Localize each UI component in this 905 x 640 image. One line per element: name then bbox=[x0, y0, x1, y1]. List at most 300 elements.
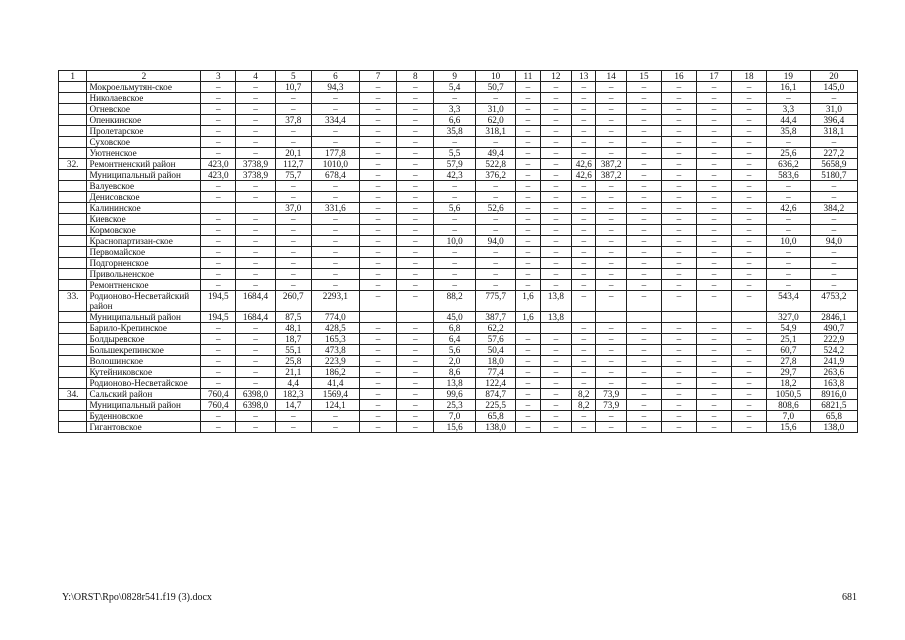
value-cell: 6398,0 bbox=[236, 400, 275, 411]
value-cell: – bbox=[516, 115, 540, 126]
value-cell: – bbox=[516, 148, 540, 159]
value-cell: 75,7 bbox=[275, 170, 311, 181]
value-cell: – bbox=[696, 104, 731, 115]
value-cell: – bbox=[397, 389, 434, 400]
value-cell bbox=[236, 203, 275, 214]
row-number-cell bbox=[59, 126, 87, 137]
value-cell: – bbox=[596, 126, 627, 137]
value-cell bbox=[359, 312, 396, 323]
value-cell: – bbox=[732, 225, 767, 236]
value-cell: 6,8 bbox=[434, 323, 476, 334]
value-cell: – bbox=[516, 214, 540, 225]
value-cell: – bbox=[626, 170, 661, 181]
value-cell: – bbox=[540, 93, 572, 104]
value-cell: – bbox=[475, 258, 515, 269]
value-cell: 194,5 bbox=[201, 291, 236, 312]
value-cell: – bbox=[236, 367, 275, 378]
value-cell: – bbox=[696, 148, 731, 159]
value-cell: – bbox=[359, 345, 396, 356]
value-cell: 57,9 bbox=[434, 159, 476, 170]
value-cell: – bbox=[732, 258, 767, 269]
value-cell: – bbox=[810, 93, 857, 104]
row-number-cell bbox=[59, 356, 87, 367]
settlement-name-cell: Ремонтненское bbox=[87, 280, 201, 291]
value-cell: – bbox=[661, 291, 696, 312]
value-cell: – bbox=[397, 214, 434, 225]
value-cell: 5,4 bbox=[434, 82, 476, 93]
value-cell: 87,5 bbox=[275, 312, 311, 323]
value-cell: 423,0 bbox=[201, 170, 236, 181]
settlement-name-cell: Муниципальный район bbox=[87, 400, 201, 411]
value-cell: 8,6 bbox=[434, 367, 476, 378]
value-cell: 35,8 bbox=[767, 126, 811, 137]
value-cell: – bbox=[236, 258, 275, 269]
value-cell: – bbox=[732, 378, 767, 389]
value-cell: – bbox=[201, 258, 236, 269]
value-cell: – bbox=[626, 422, 661, 433]
value-cell: 5658,9 bbox=[810, 159, 857, 170]
value-cell: – bbox=[275, 422, 311, 433]
value-cell: 177,8 bbox=[311, 148, 359, 159]
value-cell: – bbox=[696, 93, 731, 104]
column-number-header: 6 bbox=[311, 71, 359, 82]
value-cell: – bbox=[359, 203, 396, 214]
value-cell: – bbox=[359, 378, 396, 389]
value-cell: – bbox=[696, 291, 731, 312]
value-cell: 77,4 bbox=[475, 367, 515, 378]
value-cell: – bbox=[596, 115, 627, 126]
value-cell: – bbox=[661, 148, 696, 159]
value-cell: – bbox=[696, 269, 731, 280]
settlement-name-cell: Пролетарское bbox=[87, 126, 201, 137]
value-cell: 122,4 bbox=[475, 378, 515, 389]
value-cell: – bbox=[626, 334, 661, 345]
value-cell: 65,8 bbox=[475, 411, 515, 422]
value-cell: – bbox=[661, 411, 696, 422]
value-cell: – bbox=[626, 181, 661, 192]
value-cell: – bbox=[661, 280, 696, 291]
value-cell: – bbox=[516, 192, 540, 203]
value-cell: – bbox=[732, 323, 767, 334]
column-number-header: 4 bbox=[236, 71, 275, 82]
value-cell: – bbox=[311, 181, 359, 192]
value-cell: – bbox=[434, 137, 476, 148]
value-cell: – bbox=[696, 225, 731, 236]
value-cell: – bbox=[516, 411, 540, 422]
value-cell: 223,9 bbox=[311, 356, 359, 367]
value-cell: – bbox=[397, 93, 434, 104]
column-number-header: 18 bbox=[732, 71, 767, 82]
value-cell: 49,4 bbox=[475, 148, 515, 159]
value-cell: – bbox=[626, 192, 661, 203]
value-cell: – bbox=[626, 389, 661, 400]
table-row bbox=[59, 345, 858, 356]
value-cell: – bbox=[810, 225, 857, 236]
value-cell: – bbox=[516, 280, 540, 291]
value-cell: – bbox=[596, 258, 627, 269]
value-cell: – bbox=[626, 411, 661, 422]
value-cell: 37,0 bbox=[275, 203, 311, 214]
value-cell: – bbox=[275, 225, 311, 236]
value-cell: – bbox=[732, 334, 767, 345]
value-cell bbox=[696, 312, 731, 323]
settlement-name-cell: Привольненское bbox=[87, 269, 201, 280]
table-row bbox=[59, 258, 858, 269]
value-cell: – bbox=[572, 82, 596, 93]
value-cell: – bbox=[572, 269, 596, 280]
value-cell: 7,0 bbox=[767, 411, 811, 422]
value-cell: – bbox=[201, 104, 236, 115]
value-cell: – bbox=[696, 214, 731, 225]
value-cell: – bbox=[475, 269, 515, 280]
value-cell: – bbox=[661, 389, 696, 400]
settlement-name-cell: Валуевское bbox=[87, 181, 201, 192]
value-cell: – bbox=[516, 269, 540, 280]
value-cell bbox=[516, 323, 540, 334]
value-cell: 16,1 bbox=[767, 82, 811, 93]
value-cell: 94,0 bbox=[810, 236, 857, 247]
value-cell: – bbox=[572, 280, 596, 291]
value-cell: – bbox=[201, 93, 236, 104]
value-cell: 774,0 bbox=[311, 312, 359, 323]
value-cell: 260,7 bbox=[275, 291, 311, 312]
value-cell: – bbox=[540, 115, 572, 126]
value-cell bbox=[626, 312, 661, 323]
settlement-name-cell: Муниципальный район bbox=[87, 170, 201, 181]
settlement-name-cell: Калининское bbox=[87, 203, 201, 214]
value-cell: – bbox=[661, 126, 696, 137]
row-number-cell bbox=[59, 82, 87, 93]
value-cell: – bbox=[696, 323, 731, 334]
table-row bbox=[59, 137, 858, 148]
value-cell: – bbox=[359, 181, 396, 192]
row-number-cell bbox=[59, 323, 87, 334]
value-cell: – bbox=[572, 258, 596, 269]
value-cell: – bbox=[201, 367, 236, 378]
value-cell: – bbox=[540, 82, 572, 93]
value-cell: – bbox=[810, 181, 857, 192]
value-cell: 25,1 bbox=[767, 334, 811, 345]
value-cell: – bbox=[732, 345, 767, 356]
table-row bbox=[59, 225, 858, 236]
value-cell: – bbox=[732, 356, 767, 367]
value-cell: – bbox=[732, 148, 767, 159]
value-cell: – bbox=[475, 93, 515, 104]
value-cell: – bbox=[475, 137, 515, 148]
value-cell: – bbox=[236, 280, 275, 291]
value-cell: – bbox=[732, 400, 767, 411]
value-cell: – bbox=[661, 93, 696, 104]
value-cell: – bbox=[359, 400, 396, 411]
value-cell: – bbox=[596, 422, 627, 433]
value-cell: – bbox=[475, 280, 515, 291]
value-cell: 423,0 bbox=[201, 159, 236, 170]
value-cell: – bbox=[434, 269, 476, 280]
settlement-name-cell: Киевское bbox=[87, 214, 201, 225]
value-cell: – bbox=[572, 93, 596, 104]
value-cell: – bbox=[732, 203, 767, 214]
value-cell: – bbox=[572, 422, 596, 433]
table-row bbox=[59, 93, 858, 104]
value-cell: 5,5 bbox=[434, 148, 476, 159]
value-cell: – bbox=[434, 93, 476, 104]
value-cell: – bbox=[311, 225, 359, 236]
value-cell bbox=[661, 312, 696, 323]
row-number-cell bbox=[59, 203, 87, 214]
value-cell: 3,3 bbox=[434, 104, 476, 115]
value-cell: – bbox=[732, 93, 767, 104]
table-row bbox=[59, 214, 858, 225]
value-cell: – bbox=[626, 356, 661, 367]
value-cell: – bbox=[275, 236, 311, 247]
value-cell: 73,9 bbox=[596, 389, 627, 400]
value-cell: 13,8 bbox=[434, 378, 476, 389]
value-cell: 99,6 bbox=[434, 389, 476, 400]
value-cell: – bbox=[516, 126, 540, 137]
value-cell: 5,6 bbox=[434, 203, 476, 214]
value-cell bbox=[732, 312, 767, 323]
table-row bbox=[59, 148, 858, 159]
column-number-header: 19 bbox=[767, 71, 811, 82]
value-cell: – bbox=[767, 225, 811, 236]
value-cell: – bbox=[732, 389, 767, 400]
value-cell: – bbox=[201, 126, 236, 137]
value-cell: – bbox=[359, 356, 396, 367]
value-cell: – bbox=[661, 181, 696, 192]
value-cell: – bbox=[275, 269, 311, 280]
value-cell: – bbox=[661, 104, 696, 115]
value-cell: 2,0 bbox=[434, 356, 476, 367]
value-cell: – bbox=[236, 411, 275, 422]
value-cell: – bbox=[572, 192, 596, 203]
value-cell: – bbox=[596, 291, 627, 312]
value-cell: – bbox=[516, 236, 540, 247]
table-row bbox=[59, 203, 858, 214]
table-row bbox=[59, 367, 858, 378]
value-cell: – bbox=[572, 214, 596, 225]
value-cell: – bbox=[810, 269, 857, 280]
value-cell: – bbox=[359, 93, 396, 104]
column-number-header: 3 bbox=[201, 71, 236, 82]
value-cell: – bbox=[540, 104, 572, 115]
value-cell: – bbox=[475, 225, 515, 236]
value-cell: 387,2 bbox=[596, 159, 627, 170]
value-cell: 678,4 bbox=[311, 170, 359, 181]
value-cell: 6398,0 bbox=[236, 389, 275, 400]
row-number-cell bbox=[59, 280, 87, 291]
value-cell: 29,7 bbox=[767, 367, 811, 378]
value-cell: – bbox=[596, 181, 627, 192]
value-cell: – bbox=[661, 137, 696, 148]
value-cell: – bbox=[434, 225, 476, 236]
value-cell: – bbox=[661, 225, 696, 236]
value-cell: – bbox=[626, 345, 661, 356]
value-cell: 145,0 bbox=[810, 82, 857, 93]
table-row bbox=[59, 181, 858, 192]
value-cell: – bbox=[596, 137, 627, 148]
value-cell: – bbox=[540, 170, 572, 181]
value-cell: 57,6 bbox=[475, 334, 515, 345]
value-cell: – bbox=[236, 148, 275, 159]
value-cell: – bbox=[397, 367, 434, 378]
value-cell: – bbox=[596, 247, 627, 258]
value-cell: – bbox=[516, 137, 540, 148]
settlement-name-cell: Суховское bbox=[87, 137, 201, 148]
value-cell: – bbox=[732, 126, 767, 137]
value-cell: – bbox=[397, 82, 434, 93]
value-cell: – bbox=[359, 159, 396, 170]
table-row bbox=[59, 323, 858, 334]
value-cell: – bbox=[397, 258, 434, 269]
value-cell: – bbox=[201, 411, 236, 422]
value-cell: – bbox=[596, 82, 627, 93]
value-cell: – bbox=[275, 192, 311, 203]
value-cell: – bbox=[661, 247, 696, 258]
value-cell: – bbox=[311, 258, 359, 269]
table-header-row bbox=[59, 71, 858, 82]
value-cell: – bbox=[540, 378, 572, 389]
value-cell: – bbox=[661, 422, 696, 433]
value-cell: – bbox=[201, 137, 236, 148]
value-cell: – bbox=[516, 389, 540, 400]
settlement-name-cell: Николаевское bbox=[87, 93, 201, 104]
value-cell: 15,6 bbox=[434, 422, 476, 433]
value-cell: – bbox=[275, 280, 311, 291]
value-cell: – bbox=[661, 400, 696, 411]
value-cell: – bbox=[626, 203, 661, 214]
value-cell: – bbox=[540, 411, 572, 422]
value-cell: 50,4 bbox=[475, 345, 515, 356]
value-cell: – bbox=[596, 203, 627, 214]
value-cell: 331,6 bbox=[311, 203, 359, 214]
value-cell: 27,8 bbox=[767, 356, 811, 367]
value-cell: – bbox=[596, 214, 627, 225]
data-table bbox=[58, 70, 858, 433]
value-cell: – bbox=[696, 411, 731, 422]
value-cell: – bbox=[732, 82, 767, 93]
row-number-cell bbox=[59, 225, 87, 236]
value-cell: – bbox=[236, 104, 275, 115]
value-cell: 194,5 bbox=[201, 312, 236, 323]
value-cell: – bbox=[359, 236, 396, 247]
value-cell: – bbox=[516, 356, 540, 367]
value-cell: 10,0 bbox=[767, 236, 811, 247]
value-cell: – bbox=[596, 345, 627, 356]
value-cell: – bbox=[696, 159, 731, 170]
value-cell: – bbox=[696, 170, 731, 181]
value-cell: – bbox=[359, 82, 396, 93]
row-number-cell bbox=[59, 93, 87, 104]
table-row bbox=[59, 291, 858, 312]
value-cell: – bbox=[201, 422, 236, 433]
value-cell: – bbox=[661, 82, 696, 93]
value-cell: – bbox=[767, 214, 811, 225]
settlement-name-cell: Родионово-Несветайский район bbox=[87, 291, 201, 312]
value-cell: – bbox=[311, 236, 359, 247]
value-cell: 318,1 bbox=[810, 126, 857, 137]
value-cell: – bbox=[661, 214, 696, 225]
value-cell: – bbox=[596, 367, 627, 378]
value-cell: – bbox=[201, 323, 236, 334]
value-cell: 6,6 bbox=[434, 115, 476, 126]
column-number-header: 1 bbox=[59, 71, 87, 82]
value-cell: 138,0 bbox=[475, 422, 515, 433]
value-cell: – bbox=[359, 137, 396, 148]
value-cell: – bbox=[516, 181, 540, 192]
value-cell: 1010,0 bbox=[311, 159, 359, 170]
row-number-cell bbox=[59, 104, 87, 115]
value-cell: – bbox=[359, 192, 396, 203]
value-cell: – bbox=[732, 247, 767, 258]
value-cell: – bbox=[275, 258, 311, 269]
value-cell: 35,8 bbox=[434, 126, 476, 137]
value-cell: – bbox=[201, 345, 236, 356]
value-cell: – bbox=[572, 203, 596, 214]
value-cell: – bbox=[236, 269, 275, 280]
value-cell: 112,7 bbox=[275, 159, 311, 170]
value-cell: 1,6 bbox=[516, 312, 540, 323]
value-cell: 241,9 bbox=[810, 356, 857, 367]
value-cell: – bbox=[626, 323, 661, 334]
value-cell: – bbox=[201, 115, 236, 126]
settlement-name-cell: Волошинское bbox=[87, 356, 201, 367]
value-cell: – bbox=[397, 378, 434, 389]
value-cell: 21,1 bbox=[275, 367, 311, 378]
value-cell: 1569,4 bbox=[311, 389, 359, 400]
row-number-cell bbox=[59, 378, 87, 389]
value-cell: – bbox=[275, 104, 311, 115]
value-cell: – bbox=[696, 126, 731, 137]
column-number-header: 20 bbox=[810, 71, 857, 82]
table-row bbox=[59, 400, 858, 411]
footer-file-path: Y:\ORST\Rpo\0828r541.f19 (3).docx bbox=[62, 592, 212, 603]
value-cell: – bbox=[359, 422, 396, 433]
value-cell: – bbox=[236, 82, 275, 93]
value-cell: – bbox=[359, 225, 396, 236]
value-cell: – bbox=[661, 115, 696, 126]
value-cell: – bbox=[201, 280, 236, 291]
value-cell: – bbox=[626, 225, 661, 236]
value-cell: 31,0 bbox=[810, 104, 857, 115]
row-number-cell bbox=[59, 334, 87, 345]
value-cell: – bbox=[397, 422, 434, 433]
value-cell: – bbox=[397, 181, 434, 192]
value-cell: – bbox=[540, 214, 572, 225]
value-cell: 8916,0 bbox=[810, 389, 857, 400]
value-cell: – bbox=[516, 334, 540, 345]
value-cell: – bbox=[810, 247, 857, 258]
value-cell: – bbox=[696, 192, 731, 203]
value-cell: – bbox=[661, 269, 696, 280]
value-cell: 10,0 bbox=[434, 236, 476, 247]
row-number-cell: 33. bbox=[59, 291, 87, 312]
value-cell: – bbox=[397, 115, 434, 126]
settlement-name-cell: Родионово-Несветайское bbox=[87, 378, 201, 389]
column-number-header: 14 bbox=[596, 71, 627, 82]
value-cell: 163,8 bbox=[810, 378, 857, 389]
value-cell: 760,4 bbox=[201, 400, 236, 411]
value-cell: – bbox=[596, 93, 627, 104]
value-cell: – bbox=[359, 323, 396, 334]
value-cell: – bbox=[516, 378, 540, 389]
value-cell: 31,0 bbox=[475, 104, 515, 115]
value-cell: – bbox=[572, 334, 596, 345]
value-cell: – bbox=[626, 258, 661, 269]
column-number-header: 12 bbox=[540, 71, 572, 82]
value-cell: – bbox=[516, 422, 540, 433]
value-cell: – bbox=[311, 411, 359, 422]
row-number-cell bbox=[59, 214, 87, 225]
